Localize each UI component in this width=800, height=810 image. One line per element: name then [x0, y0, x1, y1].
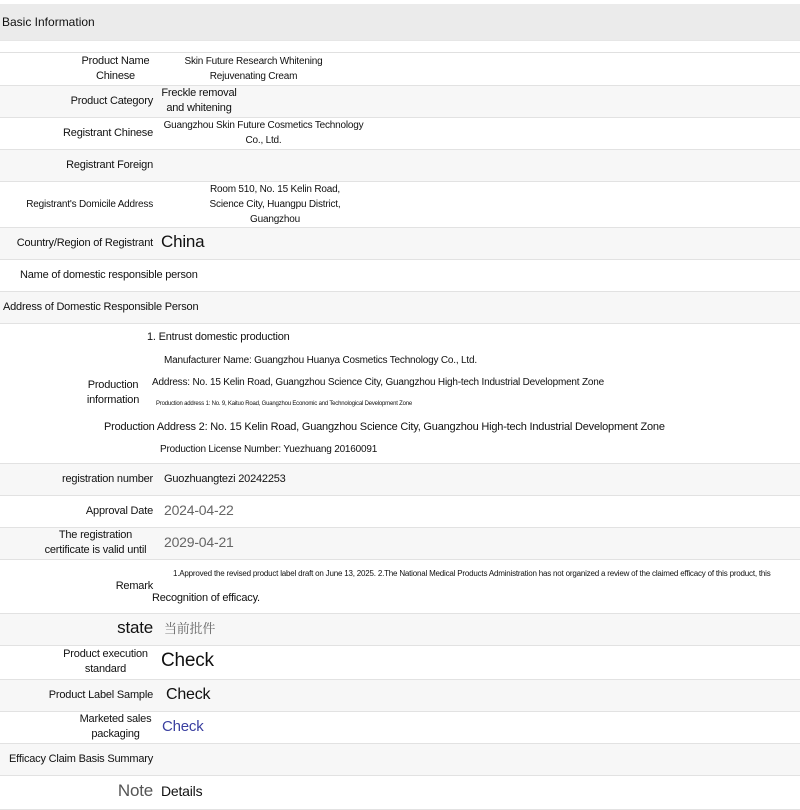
label-product-name: Product Name Chinese: [81, 54, 150, 82]
value-domicile-address: Room 510, No. 15 Kelin Road, Science City, Huangpu District, Guangzhou: [209, 183, 341, 225]
link-note-details[interactable]: Details: [161, 782, 203, 799]
value-product-category: Freckle removal and whitening: [161, 87, 237, 114]
label-product-category: Product Category: [70, 94, 153, 107]
label-execution-standard: Product execution standard: [63, 648, 148, 675]
row-efficacy-summary: [0, 743, 800, 775]
label-remark: Remark: [115, 579, 153, 592]
label-production-info: Production information: [86, 379, 140, 406]
production-line-5: Production Address 2: No. 15 Kelin Road, Guangzhou Science City, Guangzhou High-tech Industrial Development Zone: [104, 420, 665, 433]
value-product-name: Skin Future Research Whitening Rejuvenating Cream: [184, 55, 323, 82]
row-registrant-foreign: [0, 149, 800, 181]
label-registrant-foreign: Registrant Foreign: [66, 158, 153, 171]
row-product-category: [0, 85, 800, 117]
row-label-sample: [0, 679, 800, 711]
row-approval-date: [0, 495, 800, 527]
link-execution-standard[interactable]: Check: [161, 650, 214, 671]
row-note: [0, 775, 800, 809]
label-domestic-person: Name of domestic responsible person: [20, 268, 198, 281]
label-domestic-address: Address of Domestic Responsible Person: [3, 300, 199, 313]
row-domestic-person: [0, 259, 800, 291]
production-line-1: 1. Entrust domestic production: [147, 330, 290, 343]
row-product-name: [0, 53, 800, 85]
row-country: [0, 227, 800, 259]
label-state: state: [117, 618, 153, 637]
label-note: Note: [117, 781, 153, 800]
production-line-2: Manufacturer Name: Guangzhou Huanya Cosmetics Technology Co., Ltd.: [164, 354, 477, 366]
value-remark-line2: Recognition of efficacy.: [152, 592, 260, 604]
production-line-4: Production address 1: No. 9, Kaituo Road, Guangzhou Economic and Technological Development Zone: [156, 400, 413, 407]
row-domestic-address: [0, 291, 800, 323]
row-execution-standard: [0, 645, 800, 679]
section-header: [0, 4, 800, 41]
value-approval-date: 2024-04-22: [164, 501, 234, 518]
row-registration-number: [0, 463, 800, 495]
row-valid-until: [0, 527, 800, 559]
link-label-sample[interactable]: Check: [166, 685, 211, 703]
row-marketed-packaging: [0, 711, 800, 743]
section-title: Basic Information: [2, 15, 95, 29]
production-line-3: Address: No. 15 Kelin Road, Guangzhou Science City, Guangzhou High-tech Industrial Development Zone: [152, 376, 604, 388]
label-approval-date: Approval Date: [85, 504, 153, 517]
row-state: [0, 613, 800, 645]
label-efficacy-summary: Efficacy Claim Basis Summary: [9, 752, 153, 765]
value-registrant-chinese: Guangzhou Skin Future Cosmetics Technology Co., Ltd.: [163, 120, 364, 146]
label-registration-number: registration number: [62, 472, 153, 485]
row-production-info: [0, 323, 800, 463]
value-remark-line1: 1.Approved the revised product label draft on June 13, 2025. 2.The National Medical Products Administration has not organized a review of the claimed efficacy of this product, this: [173, 569, 771, 578]
label-country: Country/Region of Registrant: [16, 236, 153, 249]
link-marketed-packaging[interactable]: Check: [162, 717, 204, 735]
label-label-sample: Product Label Sample: [48, 688, 153, 701]
value-country: China: [161, 232, 205, 251]
value-valid-until: 2029-04-21: [164, 533, 234, 550]
label-marketed-packaging: Marketed sales packaging: [79, 713, 152, 740]
row-registrant-chinese: [0, 117, 800, 149]
row-remark: [0, 559, 800, 613]
basic-info-table: [0, 53, 800, 810]
label-domicile-address: Registrant's Domicile Address: [26, 198, 153, 210]
value-state: 当前批件: [164, 620, 216, 636]
row-domicile-address: [0, 181, 800, 227]
production-line-6: Production License Number: Yuezhuang 20160091: [160, 443, 378, 455]
label-valid-until: The registration certificate is valid until: [44, 529, 147, 556]
value-registration-number: Guozhuangtezi 20242253: [164, 472, 286, 485]
label-registrant-chinese: Registrant Chinese: [63, 126, 153, 139]
